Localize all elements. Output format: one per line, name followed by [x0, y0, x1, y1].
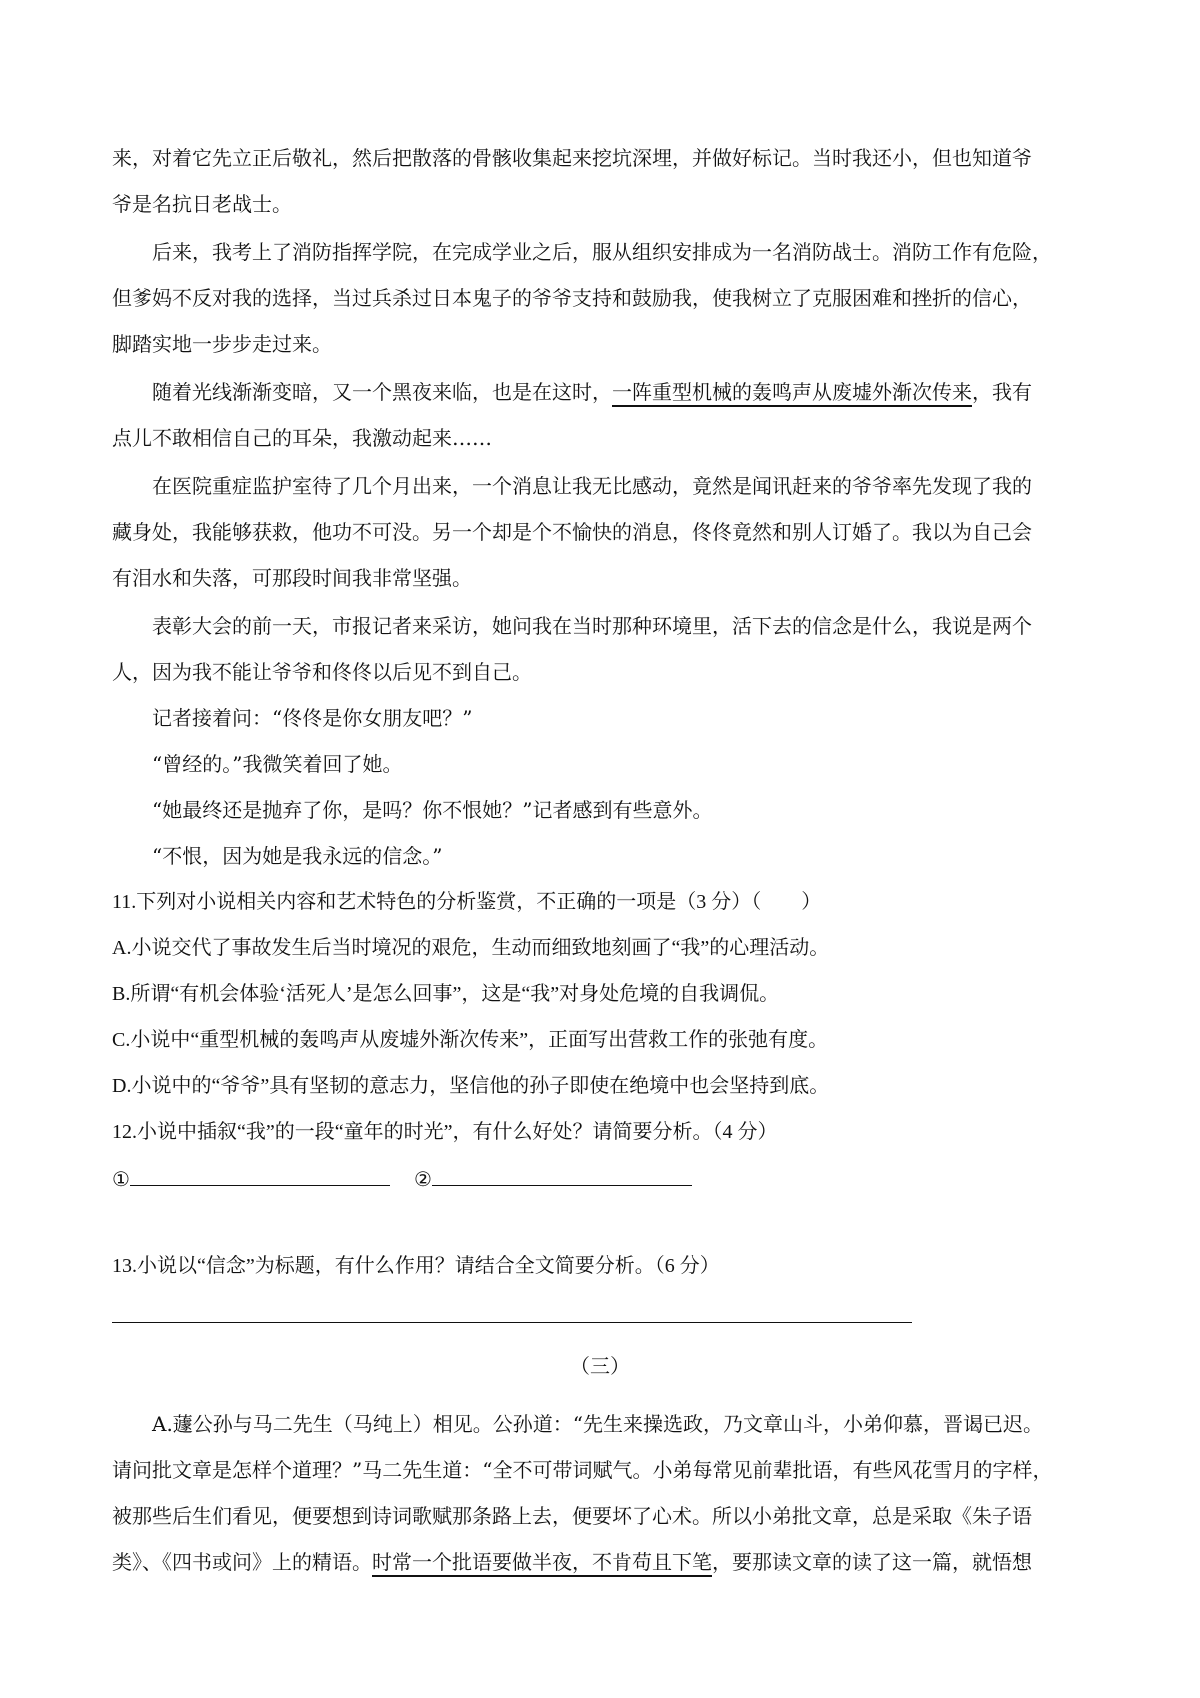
answer-line-13[interactable]	[112, 1322, 912, 1323]
section3-text: 类》、《四书或问》上的精语。	[112, 1550, 372, 1574]
section3-line: 被那些后生们看见，便要想到诗词歌赋那条路上去，便要坏了心术。所以小弟批文章，总是采取《朱子语	[112, 1504, 1032, 1528]
underlined-sentence: 时常一个批语要做半夜，不肯苟且下笔	[372, 1550, 712, 1574]
passage-line	[112, 368, 1088, 416]
passage-line: 后来，我考上了消防指挥学院，在完成学业之后，服从组织安排成为一名消防战士。消防工作有危险，	[152, 240, 1052, 264]
passage-line: 爷是名抗日老战士。	[112, 192, 292, 216]
passage-line: “她最终还是抛弃了你，是吗？你不恨她？”记者感到有些意外。	[152, 798, 713, 822]
answer-marker-2: ②	[413, 1169, 432, 1191]
passage-line: 表彰大会的前一天，市报记者来采访，她问我在当时那种环境里，活下去的信念是什么，我说是两个	[152, 614, 1032, 638]
passage-line: 有泪水和失落，可那段时间我非常坚强。	[112, 566, 472, 590]
section-heading: （三）	[570, 1354, 630, 1378]
question-11: 11.下列对小说相关内容和艺术特色的分析鉴赏，不正确的一项是（3 分）（ ）	[112, 891, 822, 913]
question-11-option-c: C.小说中“重型机械的轰鸣声从废墟外渐次传来”，正面写出营救工作的张弛有度。	[112, 1029, 829, 1051]
section3-text: ，要那读文章的读了这一篇，就悟想	[712, 1550, 1032, 1574]
section3-line	[112, 1538, 1088, 1586]
section3-line: 请问批文章是怎样个道理？”马二先生道：“全不可带词赋气。小弟每常见前辈批语，有些风花雪月的字样，	[112, 1458, 1053, 1482]
question-11-option-b: B.所谓“有机会体验‘活死人’是怎么回事”，这是“我”对身处危境的自我调侃。	[112, 983, 780, 1005]
answer-blank-1[interactable]	[130, 1163, 390, 1186]
question-13: 13.小说以“信念”为标题，有什么作用？请结合全文简要分析。（6 分）	[112, 1255, 720, 1277]
passage-line: 脚踏实地一步步走过来。	[112, 332, 332, 356]
passage-line: 来，对着它先立正后敬礼，然后把散落的骨骸收集起来挖坑深埋，并做好标记。当时我还小，但也知道爷	[112, 146, 1032, 170]
passage-line: 在医院重症监护室待了几个月出来，一个消息让我无比感动，竟然是闻讯赶来的爷爷率先发现了我的	[152, 474, 1032, 498]
answer-blank-2[interactable]	[432, 1163, 692, 1186]
question-12: 12.小说中插叙“我”的一段“童年的时光”，有什么好处？请简要分析。（4 分）	[112, 1121, 778, 1143]
answer-marker-1: ①	[112, 1169, 130, 1191]
passage-text: ，我有	[972, 380, 1032, 404]
passage-line: “曾经的。”我微笑着回了她。	[152, 752, 403, 776]
passage-line: 但爹妈不反对我的选择，当过兵杀过日本鬼子的爷爷支持和鼓励我，使我树立了克服困难和挫折的信心，	[112, 286, 1032, 310]
section3-line: A.蘧公孙与马二先生（马纯上）相见。公孙道：“先生来操选政，乃文章山斗，小弟仰慕，晋谒已迟。	[152, 1412, 1044, 1436]
passage-line: 人，因为我不能让爷爷和佟佟以后见不到自己。	[112, 660, 532, 684]
underlined-sentence: 一阵重型机械的轰鸣声从废墟外渐次传来	[612, 380, 972, 404]
passage-line: 藏身处，我能够获救，他功不可没。另一个却是个不愉快的消息，佟佟竟然和别人订婚了。我以为自己会	[112, 520, 1032, 544]
question-12-answer-row	[112, 1156, 1088, 1204]
passage-line: “不恨，因为她是我永远的信念。”	[152, 844, 443, 868]
passage-line: 记者接着问：“佟佟是你女朋友吧？”	[152, 706, 473, 730]
passage-line: 点儿不敢相信自己的耳朵，我激动起来……	[112, 426, 492, 450]
passage-text: 随着光线渐渐变暗，又一个黑夜来临，也是在这时，	[152, 380, 612, 404]
question-11-option-a: A.小说交代了事故发生后当时境况的艰危，生动而细致地刻画了“我”的心理活动。	[112, 937, 830, 959]
question-11-option-d: D.小说中的“爷爷”具有坚韧的意志力，坚信他的孙子即使在绝境中也会坚持到底。	[112, 1075, 830, 1097]
